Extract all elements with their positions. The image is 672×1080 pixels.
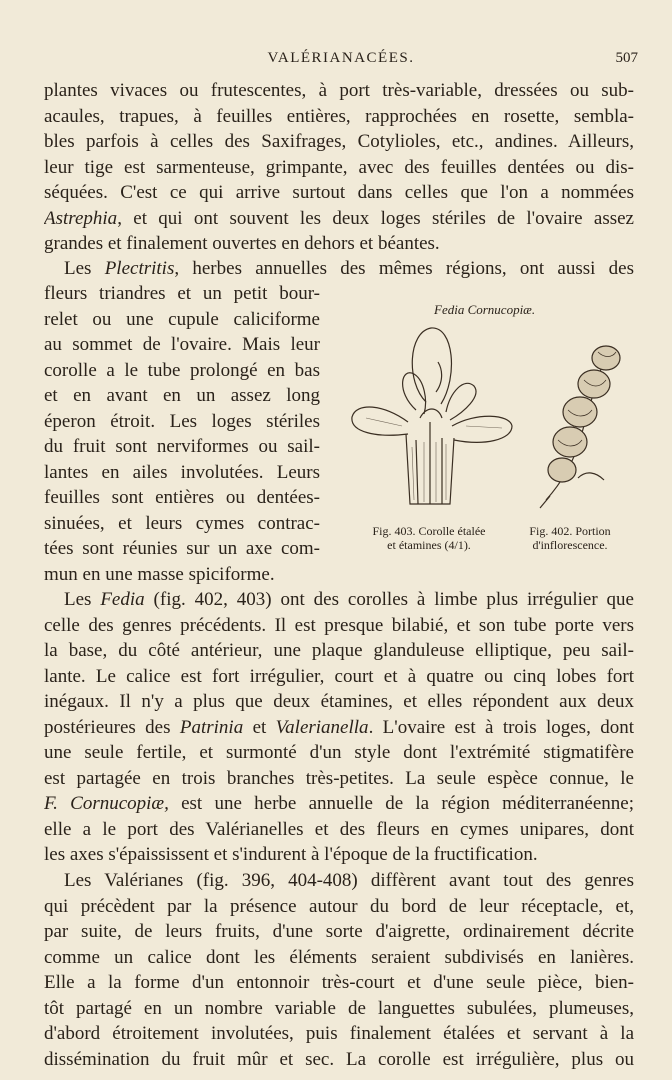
species-name: F. Cornucopiæ, <box>44 793 169 814</box>
genus-name: Valerianella <box>275 716 369 738</box>
page-number: 507 <box>615 50 638 66</box>
text-line: leur tige est sarmenteuse, grimpante, avec des feuilles dentées ou dis- <box>44 156 634 178</box>
text-line: tôt partagé en un nombre variable de languettes subulées, plumeuses, <box>44 997 634 1019</box>
caption-fig-403: Fig. 403. Corolle étalée et étamines (4/1). <box>372 524 486 552</box>
paragraph-1 <box>44 78 634 257</box>
text-line: Les Plectritis, herbes annuelles des mêmes régions, ont aussi des <box>64 258 634 279</box>
text-line: inégaux. Il n'y a plus que deux étamines, et elles répondent aux deux <box>44 691 634 712</box>
text-line: celle des genres précédents. Il est presque bilabié, et son tube porte vers <box>44 614 634 636</box>
inflorescence-illustration <box>534 340 634 515</box>
text-line: F. Cornucopiæ, est une herbe annuelle de la région méditerranéenne; <box>44 793 634 814</box>
text-line: séquées. C'est ce qui arrive surtout dans celles que l'on a nommées <box>44 182 634 203</box>
genus-name: Patrinia <box>179 716 244 738</box>
paragraph-3 <box>44 587 634 868</box>
text-line: lante. Le calice est fort irrégulier, court et à quatre ou cinq lobes fort <box>44 665 634 687</box>
text-line: et en avant en un assez long <box>44 385 320 406</box>
caption-fig-402: Fig. 402. Portion d'inflorescence. <box>529 524 611 552</box>
corolla-illustration <box>346 322 526 512</box>
text-line: la base, du côté antérieur, une plaque glanduleuse elliptique, peu sail- <box>44 640 634 661</box>
text-line: d'abord étroitement involutées, puis finalement étalées et servant à la <box>44 1023 634 1044</box>
text-line: corolle a le tube prolongé en bas <box>44 359 320 381</box>
text-line: dissémination du fruit mûr et sec. La corolle est irrégulière, plus ou <box>44 1048 634 1070</box>
text-line: par suite, de leurs fruits, d'une sorte d'aigrette, ordinairement décrite <box>44 921 634 942</box>
paragraph-2 <box>44 256 634 282</box>
genus-name: Fedia <box>100 589 145 610</box>
page-header <box>44 46 638 74</box>
text-line: les axes s'épaississent et s'indurent à l'époque de la fructification. <box>44 844 538 865</box>
genus-name: Plectritis <box>104 258 175 279</box>
text-line: bles parfois à celles des Saxifrages, Cotylioles, etc., andines. Ailleurs, <box>44 131 634 152</box>
text-line: tées sont réunies sur un axe com- <box>44 538 320 559</box>
text-line: postérieures des Patrinia et Valerianella. L'ovaire est à trois loges, dont <box>44 716 634 738</box>
text-line: feuilles sont entières ou dentées- <box>44 487 320 508</box>
text-line: grandes et finalement ouvertes en dehors et béantes. <box>44 233 440 254</box>
text-line: du fruit sont nerviformes ou sail- <box>44 436 320 457</box>
paragraph-2-column <box>44 281 320 587</box>
paragraph-4 <box>44 868 634 1072</box>
running-head: VALÉRIANACÉES. <box>267 50 415 66</box>
text-line: éperon étroit. Les loges stériles <box>44 410 320 432</box>
text-line: est partagée en trois branches très-petites. La seule espèce connue, le <box>44 767 634 789</box>
text-line: fleurs triandres et un petit bour- <box>44 283 320 304</box>
text-line: lantes en ailes involutées. Leurs <box>44 461 320 483</box>
text-line: qui précèdent par la présence autour du bord de leur réceptacle, et, <box>44 895 634 917</box>
figure-fedia-cornucopiae <box>340 300 640 560</box>
text-line: Les Valérianes (fig. 396, 404-408) diffèrent avant tout des genres <box>64 870 634 891</box>
text-line: acaules, trapues, à feuilles entières, rapprochées en rosette, sembla- <box>44 105 634 127</box>
text-line: sinuées, et leurs cymes contrac- <box>44 512 320 534</box>
figure-title: Fedia Cornucopiæ. <box>434 302 536 317</box>
text-line: mun en une masse spiciforme. <box>44 563 275 585</box>
text-line: au sommet de l'ovaire. Mais leur <box>44 334 320 355</box>
text-line: Astrephia, et qui ont souvent les deux loges stériles de l'ovaire assez <box>44 207 634 229</box>
text-line: une seule fertile, et surmonté d'un style dont l'extrémité stigmatifère <box>44 742 634 763</box>
text-line: Elle a la forme d'un entonnoir très-court et d'une seule pièce, bien- <box>44 972 634 993</box>
text-line: comme un calice dont les éléments seraient subdivisés en lanières. <box>44 946 634 968</box>
text-line: relet ou une cupule caliciforme <box>44 308 320 330</box>
text-line: Les Fedia (fig. 402, 403) ont des corolles à limbe plus irrégulier que <box>64 589 634 610</box>
text-line: elle a le port des Valérianelles et des fleurs en cymes unipares, dont <box>44 818 634 840</box>
text-line: plantes vivaces ou frutescentes, à port très-variable, dressées ou sub- <box>44 80 634 101</box>
genus-name: Astrephia <box>44 207 118 229</box>
